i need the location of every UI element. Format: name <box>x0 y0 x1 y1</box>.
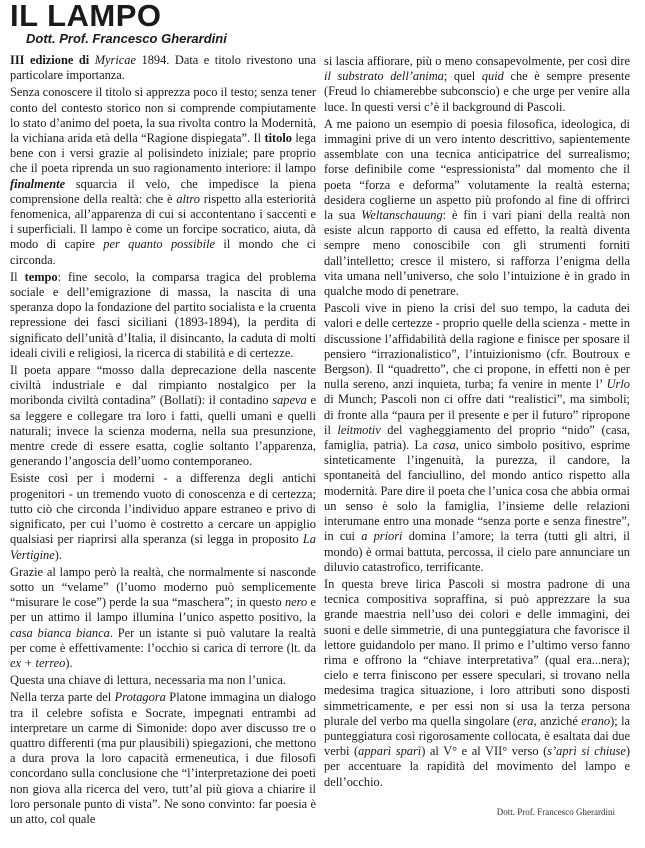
paragraph: Esiste così per i moderni - a differenza degli antichi progenitori - un tremendo vuoto di conoscenza e di certezza; tutto ciò che circonda l’individuo appare estraneo e privo di significato, per cui l’uomo è costretto a cercare un appiglio qualsiasi per riaprirsi alla speranza (si legga in proposito La Vertigine). <box>10 471 316 562</box>
paragraph: Grazie al lampo però la realtà, che normalmente si nasconde sotto un “velame” (l’uomo moderno può semplicemente “misurare le cose”) perde la sua “maschera”; in questo nero e per un attimo il lampo illumina l’unico aspetto positivo, la casa bianca bianca. Per un istante si può valutare la realtà per come è effettivamente: l’occhio si carica di terrore (lt. da ex + terreo). <box>10 564 316 670</box>
paragraph: Senza conoscere il titolo si apprezza poco il testo; senza tener conto del contesto storico non si comprende compiutamente lo stato d’animo del poeta, la sua rivolta contro la Modernità, la vichiana arida età della “Ragione dispiegata”. Il titolo lega bene con i versi grazie al polisindeto iniziale; pare proprio che il poeta riprenda un suo ragionamento interiore: il lampo finalmente squarcia il velo, che impedisce la piena comprensione della realtà: che è altro rispetto alla esteriorità fenomenica, all’apparenza di cui si accontentano i saccenti e i superficiali. Il lampo è come un forcipe socratico, aiuta, dà modo di capire per quanto possibile il mondo che ci circonda. <box>10 85 316 267</box>
right-column <box>324 54 630 792</box>
paragraph: Il tempo: fine secolo, la comparsa tragica del problema sociale e dell’emigrazione di massa, la nascita di una speranza dopo la fondazione del partito socialista e la cruenta repressione dei fasci siciliani (1893-1894), la perdita di significato dell’unità d’Italia, il disincanto, la caduta di molti ideali civili e religiosi, la ricerca di stabilità e di certezze. <box>10 269 316 360</box>
paragraph: III edizione di Myricae 1894. Data e titolo rivestono una particolare importanza. <box>10 53 316 83</box>
paragraph: In questa breve lirica Pascoli si mostra padrone di una tecnica compositiva sopraffina, si può apprezzare la sua grande maestria nell’uso dei colori e delle immagini, dei suoni e delle simmetrie, di una punteggiatura che favorisce il lettore guidandolo per mano. Il primo e l’ultimo verso fanno rima e offrono la “chiave interpretativa” (qual era...nera); cielo e terra finiscono per essere speculari, si trovano nella medesima tragica situazione, i loro attributi sono disposti simmetricamente, e per essi non si usa la terza persona plurale del verbo ma quella singolare (era, anziché erano); la punteggiatura così rigorosamente collocata, è esaltata dai due verbi (apparì sparì) al V° e al VII° verso (s’aprì si chiuse) per accentuare la rapidità del movimento del lampo e dell’occhio. <box>324 576 631 789</box>
signature: Dott. Prof. Francesco Gherardini <box>496 807 615 817</box>
paragraph: Il poeta appare “mosso dalla deprecazione della nascente civiltà industriale e dal rimpianto nostalgico per la moribonda civiltà contadina” (Bollati): il contadino sapeva e sa leggere e collegare tra loro i fatti, quelli umani e quelli naturali; invece la scienza moderna, nella sua presunzione, mentre crede di essere esatta, coglie soltanto l’apparenza, generando l’angoscia dell’uomo contemporaneo. <box>10 363 316 469</box>
paragraph: Pascoli vive in pieno la crisi del suo tempo, la caduta dei valori e delle certezze - proprio quelle della scienza - mette in discussione l’affidabilità della ragione e finisce per sposare il pensiero “irrazionalistico”, l’intuizionismo (cfr. Boutroux e Bergson). Il “quadretto”, che ci propone, in effetti non è per nulla sereno, anzi inquieta, turba; fa venire in mente l’ Urlo di Munch; Pascoli non ci offre dati “realistici”, ma simboli; di fronte alla “paura per il presente e per il futuro” ripropone il leitmotiv del vagheggiamento del proprio “nido” (casa, famiglia, patria). La casa, unico simbolo positivo, esprime sinteticamente l’ingenuità, la purezza, il candore, la spontaneità del fanciullino, del mondo antico rispetto alla modernità. Pare dire il poeta che l’unica cosa che abbia ormai un senso è solo la famiglia, l’insieme delle relazioni interumane entro una monade “senza porte e senza finestre”, in cui a priori domina l’amore; la terra (tutti gli altri, il mondo) è ormai battuta, percossa, il cielo pare annunciare un diluvio catastrofico, terrificante. <box>324 301 630 574</box>
article-author: Dott. Prof. Francesco Gherardini <box>26 31 227 46</box>
article-title: IL LAMPO <box>10 0 162 33</box>
paragraph: Nella terza parte del Protagora Platone immagina un dialogo tra il celebre sofista e Socrate, impegnati entrambi ad interpretare un carme di Simonide: dopo aver discusso tre o quattro differenti (ma pur plausibili) spiegazioni, che mettono a dura prova la loro capacità ermeneutica, i due filosofi concordano sulla conclusione che “l’interpretazione dei poeti non giova alla ricerca del vero, tutt’al più giova a chiarire il loro personale punto di vista”. Ne sono convinto: far poesia è un atto, col quale <box>10 690 317 826</box>
paragraph: Questa una chiave di lettura, necessaria ma non l’unica. <box>10 673 286 688</box>
left-column <box>10 53 316 829</box>
paragraph: si lascia affiorare, più o meno consapevolmente, per così dire il substrato dell’anima; quel quid che è sempre presente (Freud lo chiamerebbe subconscio) e che urge per venire alla luce. In questi versi c’è il background di Pascoli. <box>324 54 630 114</box>
paragraph: A me paiono un esempio di poesia filosofica, ideologica, di immagini prive di un vero intento descrittivo, sapientemente assemblate con una tecnica anticipatrice del surrealismo; forse definibile come “espressionista” dal momento che il poeta “forza e deforma” volutamente la realtà esterna; desidera coglierne un aspetto più profondo al fine di offrirci la sua Weltanschauung: è fin i vari piani della realtà non esiste alcun rapporto di causa ed effetto, la realtà diventa sempre meno conoscibile con gli strumenti forniti dall’intelletto; cresce il mistero, si rafforza l’enigma della vita umana nell’universo, che solo l’intuizione è in grado in qualche modo di penetrare. <box>324 116 630 299</box>
